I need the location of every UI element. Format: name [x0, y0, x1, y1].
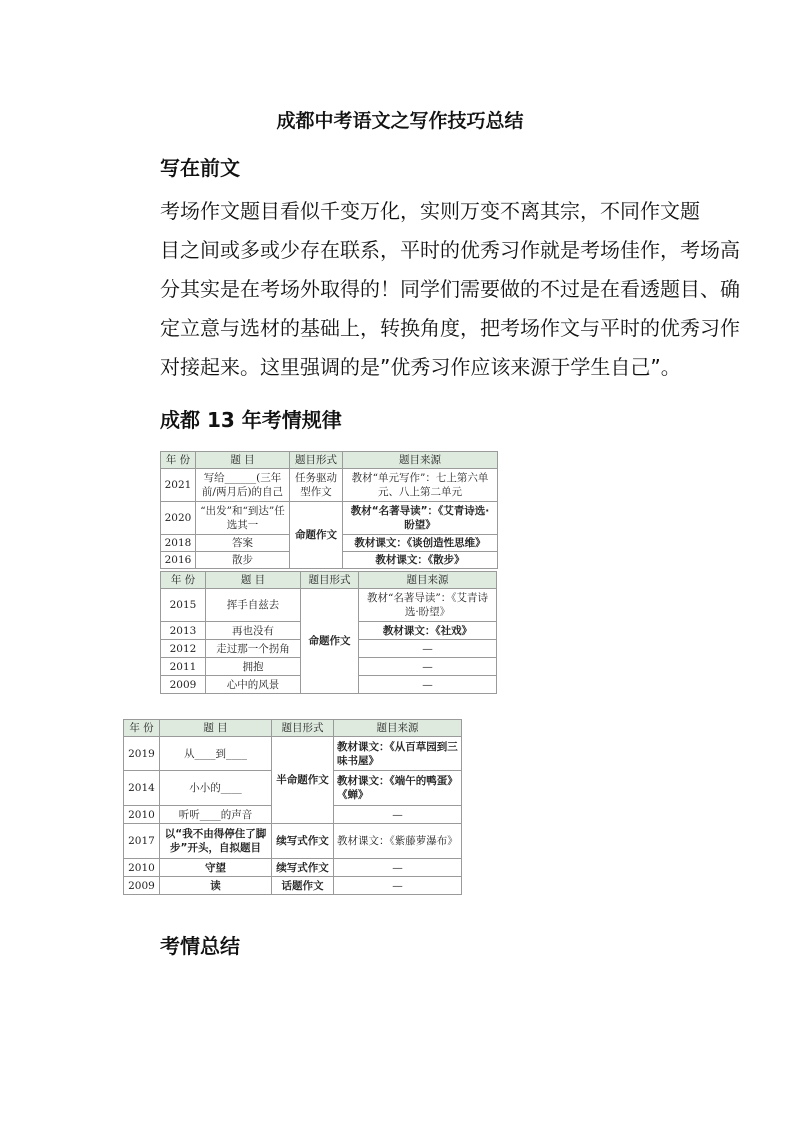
cell-year: 2016 [161, 552, 196, 569]
header-year: 年 份 [161, 452, 196, 469]
cell-form: 续写式作文 [272, 824, 334, 859]
exam-table-1 [160, 451, 498, 569]
cell-source: 教材“单元写作”：七上第六单元、八上第二单元 [343, 469, 498, 502]
header-source: 题目来源 [343, 452, 498, 469]
cell-year: 2014 [124, 771, 160, 806]
header-year: 年 份 [124, 720, 160, 737]
header-source: 题目来源 [334, 720, 462, 737]
section-heading-intro: 写在前文 [160, 156, 240, 180]
cell-topic: “出发”和“到达”任选其一 [196, 502, 290, 535]
intro-line: 定立意与选材的基础上，转换角度，把考场作文与平时的优秀习作 [160, 316, 740, 340]
cell-year: 2015 [161, 589, 206, 622]
cell-source: — [359, 676, 497, 694]
cell-year: 2011 [161, 658, 206, 676]
cell-year: 2021 [161, 469, 196, 502]
cell-source: 教材“名著导读”：《艾青诗选·盼望》 [359, 589, 497, 622]
table-row [161, 502, 498, 535]
intro-line: 目之间或多或少存在联系，平时的优秀习作就是考场佳作，考场高 [160, 238, 740, 262]
cell-form: 任务驱动型作文 [290, 469, 343, 502]
cell-topic: 走过那一个拐角 [206, 640, 301, 658]
table-row [124, 859, 462, 877]
intro-line: 对接起来。这里强调的是”优秀习作应该来源于学生自己”。 [160, 355, 681, 379]
table-row [161, 469, 498, 502]
page-title: 成都中考语文之写作技巧总结 [276, 110, 524, 132]
table-row [124, 877, 462, 895]
cell-topic: 挥手自兹去 [206, 589, 301, 622]
cell-source: 教材课文：《散步》 [343, 552, 498, 569]
header-form: 题目形式 [301, 572, 359, 589]
cell-form: 半命题作文 [272, 737, 334, 824]
cell-year: 2010 [124, 806, 160, 824]
cell-year: 2018 [161, 535, 196, 552]
cell-source: 教材“名著导读”：《艾青诗选·盼望》 [343, 502, 498, 535]
section-heading-summary: 考情总结 [160, 934, 240, 958]
cell-source: 教材课文：《社戏》 [359, 622, 497, 640]
cell-topic: 再也没有 [206, 622, 301, 640]
cell-topic: 散步 [196, 552, 290, 569]
cell-form: 话题作文 [272, 877, 334, 895]
header-topic: 题 目 [160, 720, 272, 737]
header-topic: 题 目 [196, 452, 290, 469]
cell-year: 2012 [161, 640, 206, 658]
intro-line: 分其实是在考场外取得的！同学们需要做的不过是在看透题目、确 [160, 277, 740, 301]
cell-source: 教材课文：《端午的鸭蛋》《蝉》 [334, 771, 462, 806]
cell-source: — [334, 859, 462, 877]
table-row [161, 589, 497, 622]
header-form: 题目形式 [290, 452, 343, 469]
cell-form: 命题作文 [301, 589, 359, 694]
cell-year: 2020 [161, 502, 196, 535]
cell-year: 2013 [161, 622, 206, 640]
cell-year: 2009 [161, 676, 206, 694]
cell-topic: 守望 [160, 859, 272, 877]
header-year: 年 份 [161, 572, 206, 589]
intro-line: 考场作文题目看似千变万化，实则万变不离其宗，不同作文题 [160, 199, 700, 223]
cell-year: 2017 [124, 824, 160, 859]
cell-topic: 听听____的声音 [160, 806, 272, 824]
cell-topic: 写给______(三年前/两月后)的自己 [196, 469, 290, 502]
intro-paragraph [160, 192, 740, 387]
cell-topic: 答案 [196, 535, 290, 552]
table-row [124, 737, 462, 771]
cell-year: 2009 [124, 877, 160, 895]
cell-form: 命题作文 [290, 502, 343, 569]
header-form: 题目形式 [272, 720, 334, 737]
cell-source: — [359, 640, 497, 658]
exam-table-2 [160, 571, 497, 694]
cell-topic: 以“我不由得停住了脚步”开头，自拟题目 [160, 824, 272, 859]
section-heading-trend: 成都 13 年考情规律 [160, 408, 342, 432]
cell-topic: 拥抱 [206, 658, 301, 676]
cell-source: — [334, 806, 462, 824]
cell-topic: 从____到____ [160, 737, 272, 771]
cell-source: — [359, 658, 497, 676]
cell-source: — [334, 877, 462, 895]
cell-year: 2019 [124, 737, 160, 771]
cell-topic: 心中的风景 [206, 676, 301, 694]
exam-table-3 [123, 719, 462, 895]
cell-source: 教材课文：《紫藤萝瀑布》 [334, 824, 462, 859]
header-topic: 题 目 [206, 572, 301, 589]
cell-form: 续写式作文 [272, 859, 334, 877]
cell-year: 2010 [124, 859, 160, 877]
cell-source: 教材课文：《从百草园到三味书屋》 [334, 737, 462, 771]
cell-topic: 读 [160, 877, 272, 895]
cell-source: 教材课文：《谈创造性思维》 [343, 535, 498, 552]
header-source: 题目来源 [359, 572, 497, 589]
cell-topic: 小小的____ [160, 771, 272, 806]
table-row [124, 824, 462, 859]
